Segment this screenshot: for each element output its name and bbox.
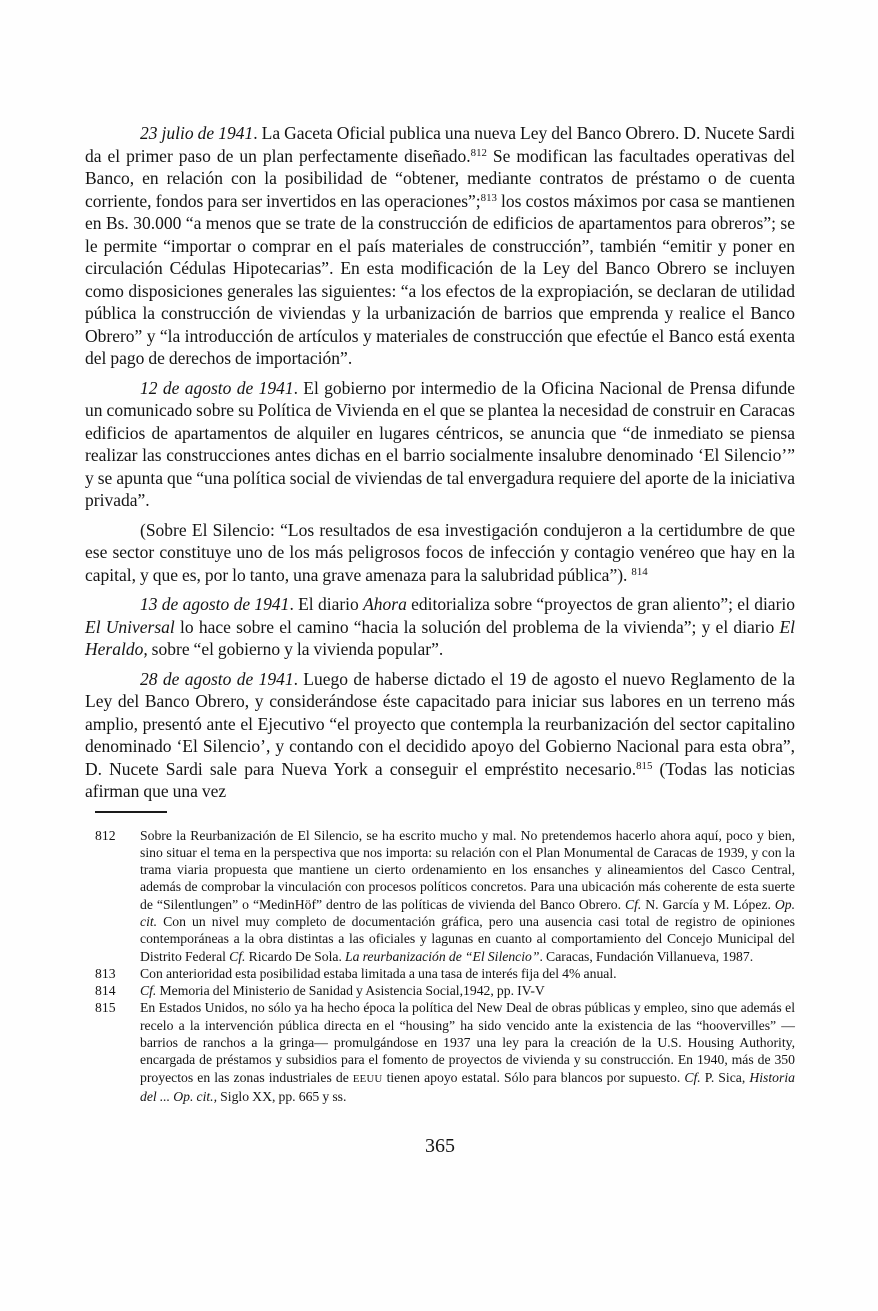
footnote-separator-rule	[95, 811, 167, 813]
paragraph-entry-12-agosto-1941: 12 de agosto de 1941. El gobierno por intermedio de la Oficina Nacional de Prensa difunde un comunicado sobre su Política de Vivienda en el que se plantea la necesidad de construir en Caracas edificios de apartamentos de alquiler en lugares céntricos, se anuncia que “de inmediato se piensa realizar las construcciones antes dichas en el barrio socialmente insalubre denominado ‘El Silencio’” y se apunta que “una política social de viviendas de tal envergadura requiere del aporte de la iniciativa privada”.	[85, 377, 796, 510]
footnote-number: 813	[95, 965, 116, 981]
footnote-text: Sobre la Reurbanización de El Silencio, se ha escrito mucho y mal. No pretendemos hacerlo ahora aquí, poco y bien, sino situar el tema en la perspectiva que nos importa: su relación con el Plan Monumental de Caracas de 1939, y con la trama viaria propuesta que mantiene un cierto ordenamiento en los ensanches y alineamientos del Casco Central, además de comprobar la vinculación con procesos políticos concretos. Para una ubicación más coherente de esta suerte de “Silentlungen” o “MedinHöf” dentro de las políticas de vivienda del Banco Obrero. Cf. N. García y M. López. Op. cit. Con un nivel muy completo de documentación gráfica, pero una ausencia casi total de registro de opiniones contemporáneas a la obra distintas a las oficiales y lagunas en cuanto al comportamiento del Concejo Municipal del Distrito Federal Cf. Ricardo De Sola. La reurbanización de “El Silencio”. Caracas, Fundación Villanueva, 1987.	[140, 827, 795, 964]
paragraph-note-sobre-el-silencio: (Sobre El Silencio: “Los resultados de esa investigación condujeron a la certidumbre de que ese sector constituye uno de los más peligrosos focos de infección y contagio venéreo que hay en la capital, y que es, por lo tanto, una grave amenaza para la salubridad pública”). $^{814}$	[85, 519, 795, 585]
footnote-814	[95, 982, 795, 999]
footnote-text: Con anterioridad esta posibilidad estaba limitada a una tasa de interés fija del 4% anual.	[140, 965, 617, 981]
footnotes-section	[85, 827, 795, 1106]
footnote-text: En Estados Unidos, no sólo ya ha hecho época la política del New Deal de obras públicas y empleo, sino que además el recelo a la intervención pública directa en el “housing” ha sido vencido ante la existencia de las “hoovervilles” —barrios de ranchos a la gringa— promulgándose en 1937 una ley para la creación de la U.S. Housing Authority, encargada de préstamos y subsidios para el fomento de proyectos de vivienda y su construcción. En 1940, más de 350 proyectos en las zonas industriales de EEUU tienen apoyo estatal. Sólo para blancos por supuesto. Cf. P. Sica, Historia del ... Op. cit., Siglo XX, pp. 665 y ss.	[140, 1000, 795, 1104]
footnote-812	[95, 827, 795, 965]
footnote-815	[95, 999, 795, 1105]
page-number: 365	[425, 1135, 455, 1158]
footnote-number: 812	[95, 827, 116, 843]
body-text	[85, 122, 795, 803]
footnote-number: 815	[95, 1000, 116, 1016]
paragraph-entry-13-agosto-1941: 13 de agosto de 1941. El diario Ahora editorializa sobre “proyectos de gran aliento”; el diario El Universal lo hace sobre el camino “hacia la solución del problema de la vivienda”; y el diario El Heraldo, sobre “el gobierno y la vivienda popular”.	[85, 594, 796, 659]
paragraph-entry-28-agosto-1941: 28 de agosto de 1941. Luego de haberse dictado el 19 de agosto el nuevo Reglamento de la Ley del Banco Obrero, y considerándose éste capacitado para iniciar sus labores en un terreno más amplio, presentó ante el Ejecutivo “el proyecto que contempla la reurbanización del sector capitalino denominado ‘El Silencio’, y contando con el decidido apoyo del Gobierno Nacional para esta obra”, D. Nucete Sardi sale para Nueva York a conseguir el empréstito necesario.$^{815}$ (Todas las noticias afirman que una vez	[85, 668, 795, 801]
footnote-number: 814	[95, 983, 116, 999]
footnote-text: Cf. Memoria del Ministerio de Sanidad y Asistencia Social,1942, pp. IV-V	[140, 983, 545, 999]
paragraph-entry-23-julio-1941: 23 julio de 1941. La Gaceta Oficial publica una nueva Ley del Banco Obrero. D. Nucete Sardi da el primer paso de un plan perfectamente diseñado.$^{812}$ Se modifican las facultades operativas del Banco, en relación con la posibilidad de “obtener, mediante contratos de préstamo o de cuenta corriente, fondos para ser invertidos en las operaciones”;$^{813}$ los costos máximos por casa se mantienen en Bs. 30.000 “a menos que se trate de la construcción de edificios de apartamentos para obreros”; se le permite “importar o comprar en el país materiales de construcción”, también “emitir y poner en circulación Cédulas Hipotecarias”. En esta modificación de la Ley del Banco Obrero se incluyen como disposiciones generales las siguientes: “a los efectos de la expropiación, se declaran de utilidad pública la construcción de viviendas y la urbanización de barrios que emprenda y realice el Banco Obrero” y “la introducción de artículos y materiales de construcción que efectúe el Banco está exenta del pago de derechos de importación”.	[85, 123, 795, 368]
footnote-813	[95, 965, 795, 982]
